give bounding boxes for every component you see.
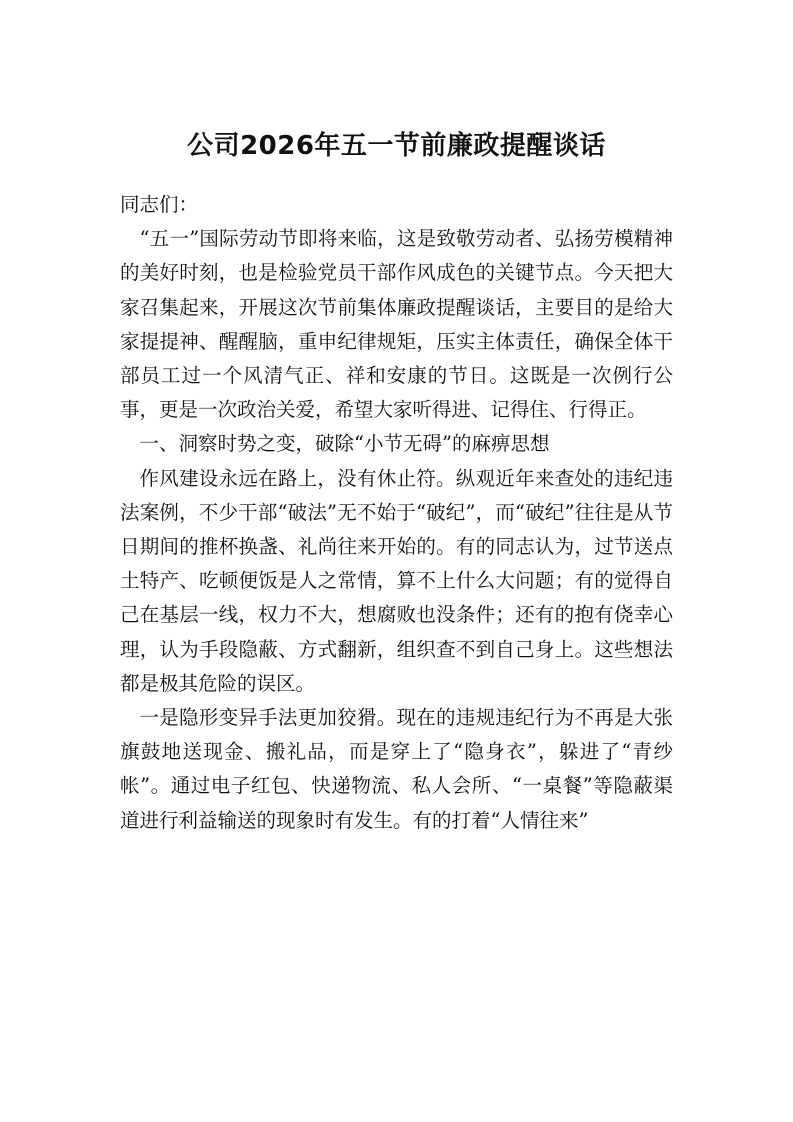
document-title: 公司2026年五一节前廉政提醒谈话 [187,131,606,161]
paragraph-section-1: 作风建设永远在路上，没有休止符。纵观近年来查处的违纪违法案例，不少干部“破法”无不始于“破纪”，而“破纪”往往是从节日期间的推杯换盏、礼尚往来开始的。有的同志认为，过节送点土特产、吃顿便饭是人之常情，算不上什么大问题；有的觉得自己在基层一线，权力不大，想腐败也没条件；还有的抱有侥幸心理，认为手段隐蔽、方式翻新，组织查不到自己身上。这些想法都是极其危险的误区。 [120,466,673,695]
paragraph-intro: “五一”国际劳动节即将来临，这是致敬劳动者、弘扬劳模精神的美好时刻，也是检验党员干部作风成色的关键节点。今天把大家召集起来，开展这次节前集体廉政提醒谈话，主要目的是给大家提提神、醒醒脑，重申纪律规矩，压实主体责任，确保全体干部员工过一个风清气正、祥和安康的节日。这既是一次例行公事，更是一次政治关爱，希望大家听得进、记得住、行得正。 [120,227,673,422]
salutation: 同志们： [120,193,199,216]
document-body [120,188,673,838]
section-heading-1: 一、洞察时势之变，破除“小节无碍”的麻痹思想 [139,432,550,456]
paragraph-point-1: 一是隐形变异手法更加狡猾。现在的违规违纪行为不再是大张旗鼓地送现金、搬礼品，而是穿上了“隐身衣”，躲进了“青纱帐”。通过电子红包、快递物流、私人会所、“一桌餐”等隐蔽渠道进行利益输送的现象时有发生。有的打着“人情往来” [120,706,673,832]
